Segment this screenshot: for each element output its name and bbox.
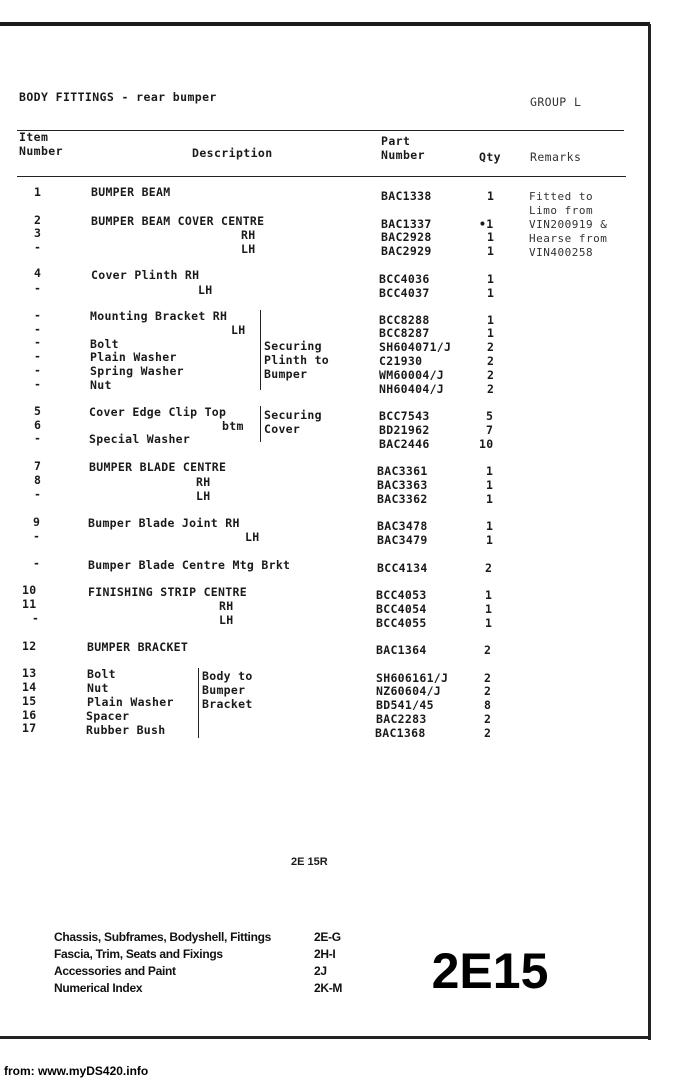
- index-label: Chassis, Subframes, Bodyshell, Fittings: [54, 930, 272, 944]
- item-description: LH: [241, 242, 256, 256]
- item-number: -: [33, 556, 41, 570]
- item-description: Nut: [87, 681, 109, 695]
- page-code: 2E 15R: [291, 856, 328, 868]
- quantity: 1: [487, 286, 495, 300]
- item-description: btm: [222, 419, 244, 433]
- item-description: BUMPER BEAM: [91, 185, 171, 199]
- item-description: FINISHING STRIP CENTRE: [88, 585, 247, 599]
- bracket-line: [260, 310, 261, 390]
- quantity: 2: [484, 684, 492, 698]
- note-body-to: Body to: [202, 669, 253, 683]
- item-description: BUMPER BLADE CENTRE: [89, 460, 227, 474]
- index-code: 2K-M: [314, 981, 343, 995]
- col-qty: Qty: [479, 150, 501, 164]
- quantity: 2: [487, 340, 495, 354]
- item-description: LH: [198, 283, 213, 297]
- remarks-line: VIN200919 &: [529, 218, 608, 231]
- col-item-line1: Item: [19, 130, 49, 144]
- quantity: 1: [485, 602, 493, 616]
- part-number: BCC4037: [379, 286, 430, 300]
- part-number: BCC4036: [379, 272, 430, 286]
- quantity: 2: [484, 712, 492, 726]
- source-watermark: from: www.myDS420.info: [4, 1064, 149, 1078]
- item-number: 11: [22, 597, 37, 611]
- item-number: 12: [22, 639, 37, 653]
- quantity: •1: [479, 217, 494, 231]
- index-code: 2E-G: [314, 930, 341, 944]
- quantity: 2: [485, 561, 493, 575]
- part-number: BAC3361: [377, 464, 428, 478]
- quantity: 1: [487, 244, 495, 258]
- note-plinth-to: Plinth to: [264, 353, 330, 367]
- index-code: 2H-I: [314, 947, 336, 961]
- index-entry: [54, 964, 350, 981]
- item-number: 3: [34, 226, 42, 240]
- item-number: -: [34, 349, 42, 363]
- index-entry: [54, 930, 350, 947]
- note-securing: Securing: [264, 339, 322, 353]
- part-number: BAC3362: [377, 492, 428, 506]
- part-number: BAC2446: [379, 437, 430, 451]
- fiche-code: 2E15: [431, 943, 549, 999]
- item-description: LH: [245, 530, 260, 544]
- item-description: Bumper Blade Centre Mtg Brkt: [88, 558, 291, 572]
- quantity: 5: [486, 409, 494, 423]
- item-number: 10: [22, 583, 37, 597]
- col-remarks: Remarks: [530, 150, 582, 164]
- quantity: 1: [487, 189, 495, 203]
- part-number: BCC8288: [379, 313, 430, 327]
- item-number: -: [34, 431, 42, 445]
- part-number: BAC3478: [377, 519, 428, 533]
- item-number: -: [34, 322, 42, 336]
- item-description: BUMPER BRACKET: [87, 640, 189, 654]
- quantity: 1: [485, 616, 493, 630]
- item-description: Nut: [90, 378, 112, 392]
- item-number: 14: [22, 680, 37, 694]
- part-number: WM60004/J: [379, 368, 445, 382]
- frame-right-border: [648, 24, 651, 1040]
- page-title: BODY FITTINGS - rear bumper: [19, 90, 217, 104]
- item-description: RH: [241, 228, 256, 242]
- index-code: 2J: [314, 964, 327, 978]
- item-number: 7: [34, 459, 42, 473]
- item-description: Bumper Blade Joint RH: [88, 516, 240, 530]
- part-number: BCC4054: [376, 602, 427, 616]
- item-number: 15: [22, 694, 37, 708]
- header-bottom-rule: [17, 176, 626, 177]
- part-number: BCC4053: [376, 588, 427, 602]
- item-number: 2: [34, 213, 42, 227]
- item-description: RH: [196, 475, 211, 489]
- part-number: BCC4134: [377, 561, 428, 575]
- remarks-line: Fitted to: [529, 190, 594, 203]
- item-number: 13: [22, 666, 37, 680]
- part-number: BD541/45: [376, 698, 434, 712]
- item-number: -: [34, 377, 42, 391]
- item-number: -: [34, 487, 42, 501]
- quantity: 1: [486, 519, 494, 533]
- index-label: Fascia, Trim, Seats and Fixings: [54, 947, 223, 961]
- item-description: LH: [196, 489, 211, 503]
- item-description: Bolt: [90, 337, 119, 351]
- quantity: 1: [486, 464, 494, 478]
- item-description: Rubber Bush: [86, 723, 166, 737]
- col-part-line1: Part: [381, 134, 411, 148]
- index-label: Accessories and Paint: [54, 964, 176, 978]
- item-number: 5: [34, 404, 42, 418]
- item-number: 4: [34, 266, 42, 280]
- remarks-line: Limo from: [529, 204, 594, 217]
- item-description: Cover Edge Clip Top: [89, 405, 227, 419]
- item-description: Bolt: [87, 667, 116, 681]
- item-number: -: [34, 335, 42, 349]
- quantity: 2: [487, 354, 495, 368]
- index-entry: [54, 947, 350, 964]
- part-number: BD21962: [379, 423, 430, 437]
- item-number: -: [32, 611, 40, 625]
- item-number: -: [34, 308, 42, 322]
- item-description: RH: [219, 599, 234, 613]
- item-number: 9: [33, 515, 41, 529]
- quantity: 10: [479, 437, 494, 451]
- item-description: LH: [231, 323, 246, 337]
- quantity: 2: [487, 368, 495, 382]
- col-part-line2: Number: [381, 148, 425, 162]
- quantity: 1: [485, 588, 493, 602]
- item-number: 6: [34, 418, 42, 432]
- item-description: Spacer: [86, 709, 130, 723]
- quantity: 7: [486, 423, 494, 437]
- col-item-line2: Number: [19, 144, 63, 158]
- note-bumper: Bumper: [202, 683, 246, 697]
- part-number: BAC3479: [377, 533, 428, 547]
- quantity: 1: [487, 272, 495, 286]
- note-bracket: Bracket: [202, 697, 253, 711]
- quantity: 2: [484, 726, 492, 740]
- part-number: BAC2283: [376, 712, 427, 726]
- index-label: Numerical Index: [54, 981, 143, 995]
- item-description: Plain Washer: [87, 695, 174, 709]
- header-top-rule: [17, 130, 624, 131]
- item-description: Cover Plinth RH: [91, 268, 200, 282]
- note-cover: Cover: [264, 422, 301, 436]
- quantity: 1: [487, 230, 495, 244]
- part-number: C21930: [379, 354, 423, 368]
- part-number: NZ60604/J: [376, 684, 442, 698]
- part-number: BCC7543: [379, 409, 430, 423]
- remarks-line: VIN400258: [529, 246, 594, 259]
- part-number: BAC2928: [381, 230, 432, 244]
- group-label: GROUP L: [530, 95, 582, 109]
- item-description: Plain Washer: [90, 350, 177, 364]
- bracket-line: [260, 406, 261, 442]
- quantity: 2: [484, 671, 492, 685]
- item-description: Spring Washer: [90, 364, 184, 378]
- item-number: -: [34, 240, 42, 254]
- quantity: 1: [486, 533, 494, 547]
- item-number: 1: [34, 185, 42, 199]
- item-description: Special Washer: [89, 432, 191, 446]
- item-number: -: [33, 529, 41, 543]
- part-number: BCC4055: [376, 616, 427, 630]
- part-number: BAC1368: [375, 726, 426, 740]
- part-number: BCC8287: [379, 326, 430, 340]
- item-number: -: [34, 281, 42, 295]
- item-description: Mounting Bracket RH: [90, 309, 228, 323]
- quantity: 1: [486, 492, 494, 506]
- part-number: BAC3363: [377, 478, 428, 492]
- quantity: 1: [487, 326, 495, 340]
- item-number: 8: [34, 473, 42, 487]
- quantity: 1: [487, 313, 495, 327]
- col-description: Description: [192, 146, 273, 160]
- quantity: 1: [486, 478, 494, 492]
- index-entry: [54, 981, 350, 998]
- frame-bottom-border: [0, 1036, 650, 1039]
- bracket-line: [198, 668, 199, 738]
- item-number: 16: [22, 708, 37, 722]
- part-number: BAC2929: [381, 244, 432, 258]
- quantity: 8: [484, 698, 492, 712]
- item-description: BUMPER BEAM COVER CENTRE: [91, 214, 265, 228]
- part-number: SH604071/J: [379, 340, 452, 354]
- part-number: BAC1338: [381, 189, 432, 203]
- remarks-line: Hearse from: [529, 232, 608, 245]
- part-number: NH60404/J: [379, 382, 445, 396]
- item-number: -: [34, 363, 42, 377]
- part-number: BAC1364: [376, 643, 427, 657]
- part-number: SH606161/J: [376, 671, 449, 685]
- section-index: [54, 930, 350, 998]
- quantity: 2: [484, 643, 492, 657]
- item-description: LH: [219, 613, 234, 627]
- frame-top-border: [0, 22, 650, 26]
- note-securing: Securing: [264, 408, 322, 422]
- note-bumper: Bumper: [264, 367, 308, 381]
- quantity: 2: [487, 382, 495, 396]
- item-number: 17: [22, 721, 37, 735]
- part-number: BAC1337: [381, 217, 432, 231]
